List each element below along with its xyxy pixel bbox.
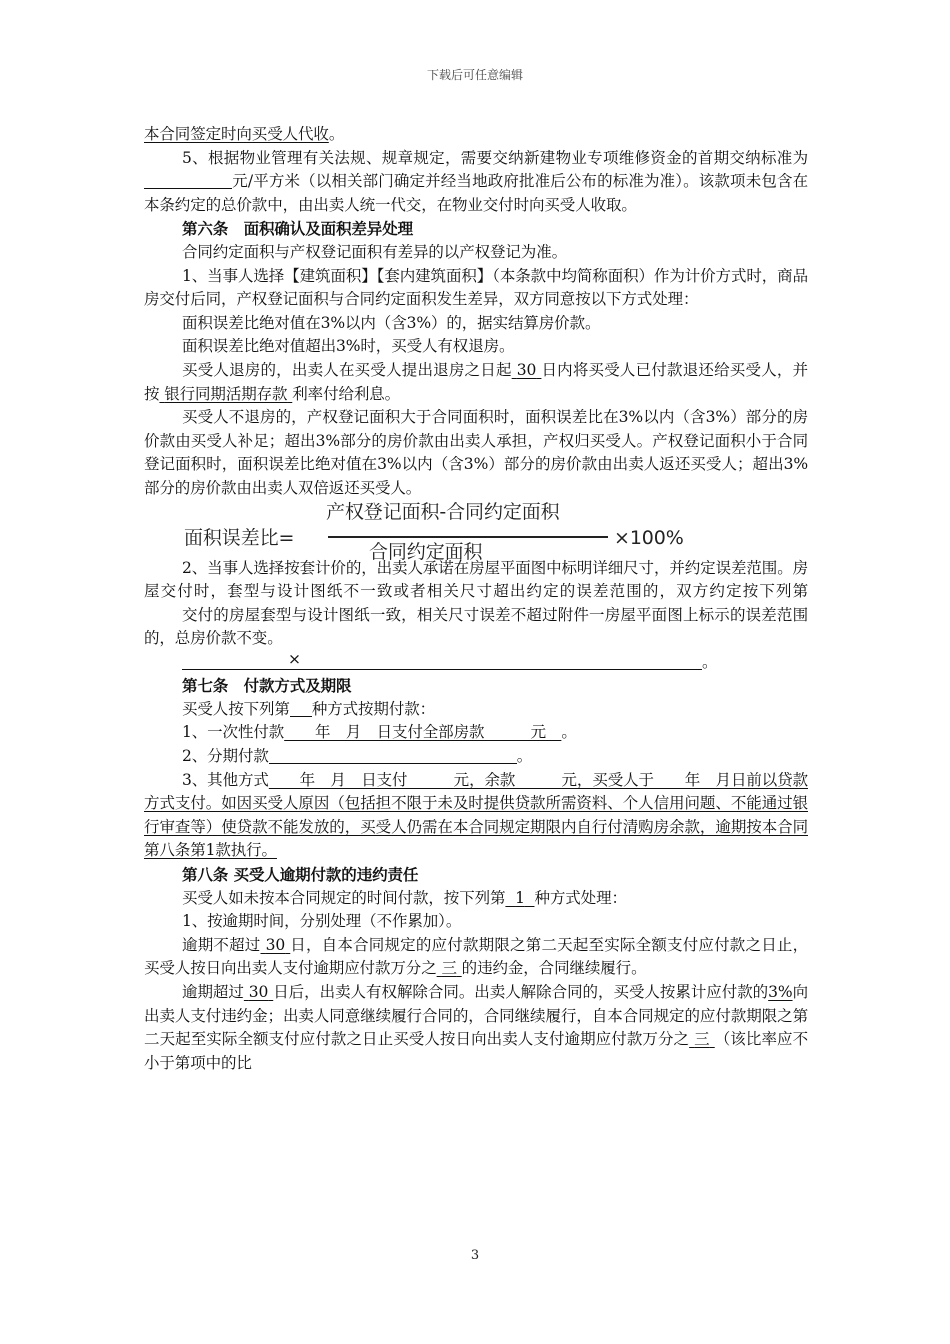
paragraph-maintenance-fund <box>144 147 808 218</box>
text: 买受人如未按本合同规定的时间付款，按下列第 <box>182 888 506 907</box>
page-header: 下载后可任意编辑 <box>426 68 523 82</box>
text: 2、分期付款 <box>182 747 269 766</box>
paragraph: 交付的房屋套型与设计图纸一致，相关尺寸误差不超过附件一房屋平面图上标示的误差范围的，总房价款不变。 <box>144 605 808 648</box>
paragraph <box>144 887 808 911</box>
article-7-title: 第七条 付款方式及期限 <box>182 676 352 696</box>
text: 元/平方米（以相关部门确定并经当地政府批准后公布的标准为准）。该款项未包含在本条约定的总价款中，由出卖人统一代交，在物业交付时向买受人收取。 <box>144 172 808 214</box>
text: 2、当事人选择按套计价的，出卖人承诺在房屋平面图中标明详细尺寸，并约定误差范围。房屋交付时，套型与设计图纸不一致或者相关尺寸超出约定的误差范围的，双方约定按下列第 <box>144 558 808 601</box>
text: 种方式处理： <box>534 888 627 907</box>
formula-numerator: 产权登记面积-合同约定面积 <box>326 500 560 523</box>
text: 利率付给利息。 <box>292 384 401 403</box>
article-8-title: 第八条 买受人逾期付款的违约责任 <box>182 865 419 885</box>
underlined-text: 年 月 日支付 元，余款 元，买受人于 年 月日前以贷款方式支付。如因买受人原因（包括担不限于未及时提供贷款所需资料、个人信用问题、不能通过银行审查等）使贷款不能发放的，买受人仍需在本合同规定期限内自行付清购房余款，逾期按本合同第八条第1款执行。 <box>144 770 808 860</box>
text: 日后，出卖人有权解除合同。出卖人解除合同的，买受人按累计应付款的 <box>273 983 769 1001</box>
paragraph-collection-agent <box>144 123 808 147</box>
underlined-rate <box>689 1030 715 1048</box>
paragraph-refund <box>144 359 808 406</box>
text: 日，自本合同规定的应付款期限之第二天起至实际全额支付应付款之日止，买受人按日向出卖人支付逾期应付款万分之 <box>144 935 808 978</box>
text: 3、其他方式 <box>182 770 269 789</box>
text: 1 <box>515 888 525 907</box>
underlined-rate <box>437 959 462 977</box>
text: 三 <box>694 1030 710 1049</box>
text: 1、一次性付款 <box>182 723 285 742</box>
underlined-choice <box>505 889 534 907</box>
text: 。 <box>561 723 577 742</box>
text: 逾期超过 <box>182 983 244 1001</box>
paragraph-other-method <box>144 769 808 863</box>
text: 。 <box>702 652 718 671</box>
fill-blank <box>269 746 517 764</box>
underlined-percent: 3% <box>768 983 793 1001</box>
text: 三 <box>441 959 457 978</box>
underlined-days <box>244 983 273 1001</box>
underlined-days <box>512 361 542 379</box>
text: 种方式按期付款： <box>311 699 436 718</box>
text: 逾期不超过 <box>182 935 261 954</box>
text: 的违约金，合同继续履行。 <box>461 959 647 978</box>
paragraph-overdue-long <box>144 981 808 1075</box>
paragraph: 面积误差比绝对值超出3%时，买受人有权退房。 <box>182 337 515 356</box>
underlined-text: 本合同签定时向买受人代收 <box>144 125 329 143</box>
text: 5、根据物业管理有关法规、规章规定，需要交纳新建物业专项维修资金的首期交纳标准为 <box>182 148 808 167</box>
cross-mark: × <box>288 649 301 668</box>
text: 买受人按下列第 <box>182 699 290 718</box>
paragraph <box>144 698 808 722</box>
paragraph: 1、按逾期时间，分别处理（不作累加）。 <box>182 912 462 931</box>
paragraph: 合同约定面积与产权登记面积有差异的以产权登记为准。 <box>182 242 568 261</box>
formula-right: ×100% <box>614 526 684 549</box>
formula-denominator: 合同约定面积 <box>369 540 483 563</box>
paragraph-lump-sum <box>144 721 808 745</box>
text: 日内将买受人已付款退还给买受人，并按 <box>144 360 808 403</box>
page-number: 3 <box>470 1248 480 1263</box>
paragraph: 买受人不退房的，产权登记面积大于合同面积时，面积误差比在3%以内（含3%）部分的房价款由买受人补足；超出3%部分的房价款由出卖人承担，产权归买受人。产权登记面积小于合同登记面积时，面积误差比绝对值在3%以内（含3%）部分的房价款由出卖人返还买受人；超出3%部分的房价款由出卖人双倍返还买受人。 <box>144 408 808 497</box>
text: 买受人退房的，出卖人在买受人提出退房之日起 <box>182 360 512 379</box>
paragraph-blank-line <box>144 651 808 675</box>
formula-left: 面积误差比= <box>184 526 295 549</box>
fill-blank <box>290 699 312 717</box>
paragraph-installments <box>144 745 808 769</box>
area-error-formula <box>144 500 808 569</box>
text: 银行同期活期存款 <box>164 384 288 403</box>
text: （该比率应不小于第项中的比 <box>144 1030 809 1072</box>
fill-blank <box>144 171 232 189</box>
underlined-rate <box>159 385 292 403</box>
underlined-text: 年 月 日支付全部房款 元 <box>284 723 562 742</box>
text: 。 <box>328 125 345 143</box>
fill-line <box>182 649 702 670</box>
text: 向出卖人支付违约金；出卖人同意继续履行合同的，合同继续履行，自本合同规定的应付款期限之第二天起至实际全额支付应付款之日止买受人按日向出卖人支付逾期应付款万分之 <box>144 983 809 1049</box>
text: 30 <box>516 360 537 379</box>
text: 30 <box>265 935 286 954</box>
paragraph: 1、当事人选择【建筑面积】【套内建筑面积】（本条款中均简称面积）作为计价方式时，商品房交付后同，产权登记面积与合同约定面积发生差异，双方同意按以下方式处理： <box>144 266 808 309</box>
document-body <box>144 123 808 1075</box>
paragraph: 面积误差比绝对值在3%以内（含3%）的，据实结算房价款。 <box>182 313 601 332</box>
text: 30 <box>248 983 269 1001</box>
text: 。 <box>516 747 533 766</box>
article-6-title: 第六条 面积确认及面积差异处理 <box>182 219 414 239</box>
underlined-days <box>261 936 291 954</box>
paragraph-overdue-short <box>144 934 808 981</box>
formula-fraction-bar <box>328 536 608 538</box>
